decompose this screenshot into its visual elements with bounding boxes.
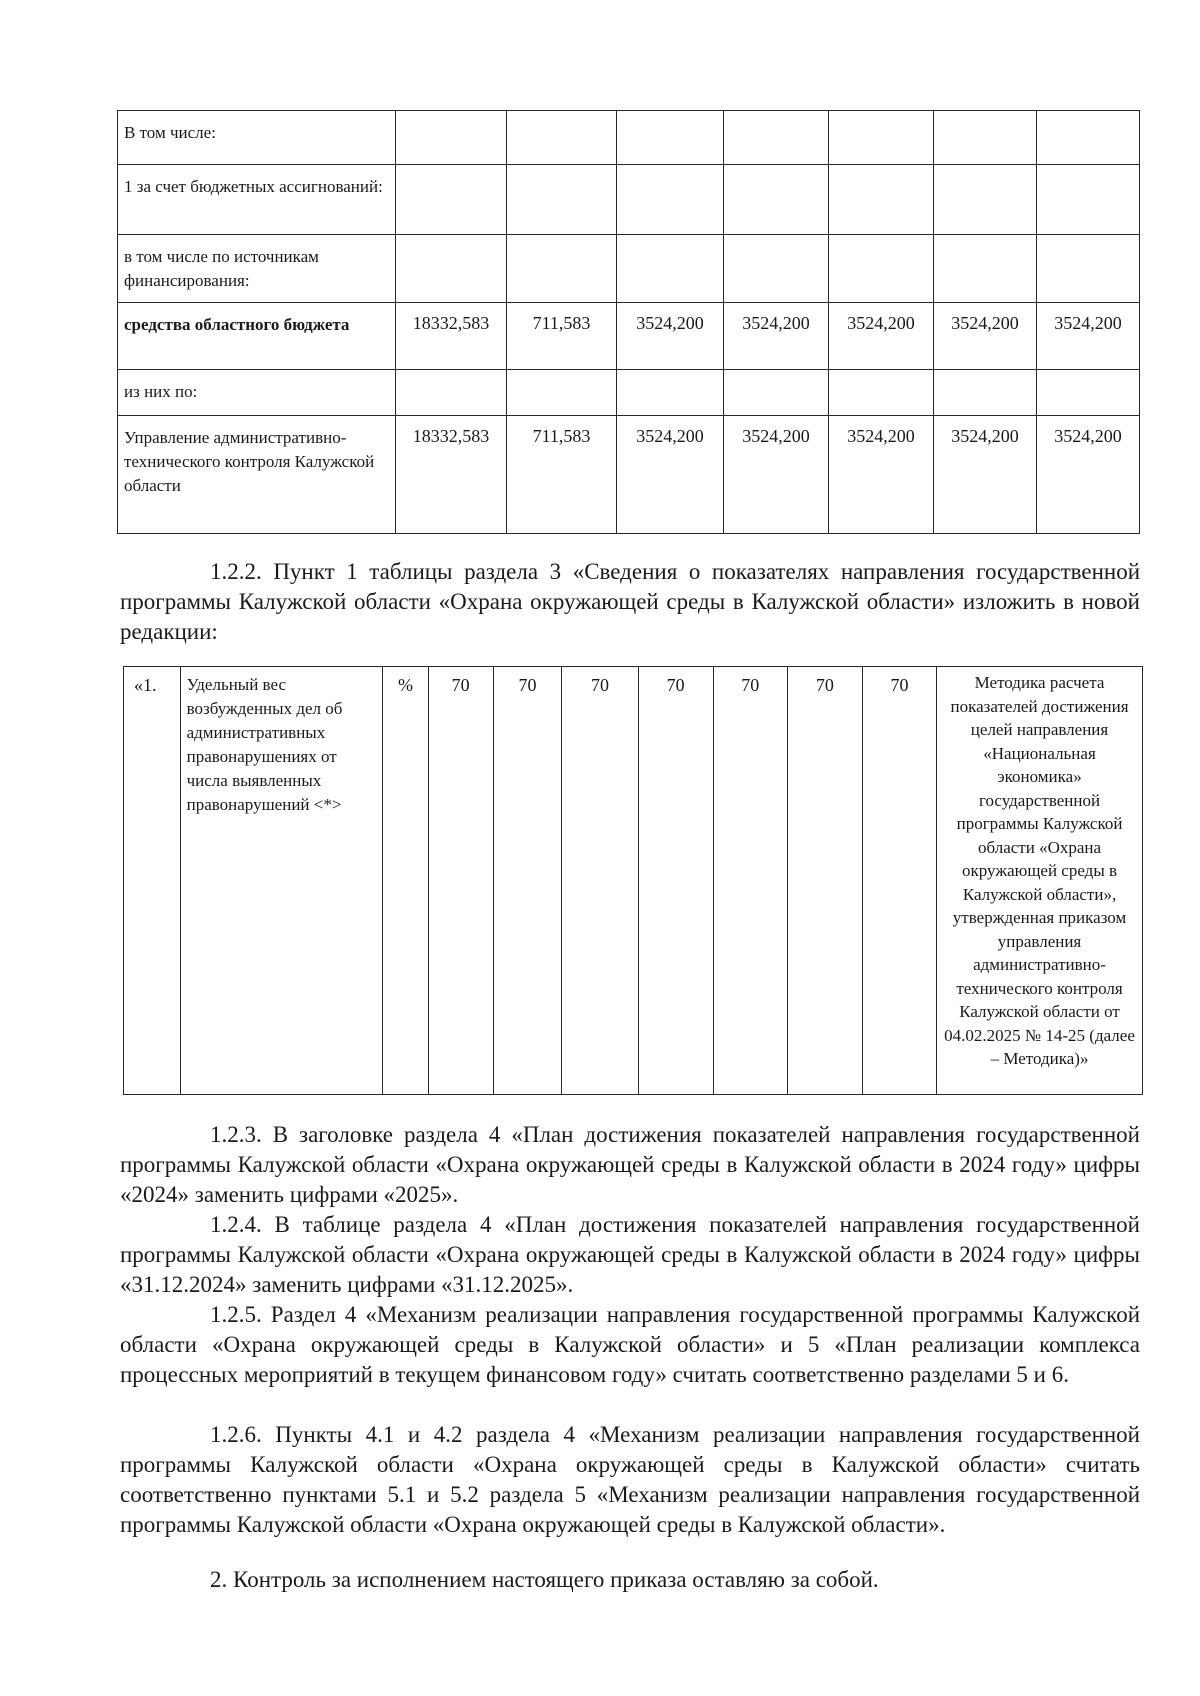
table-row [118,370,1140,416]
value-cell: 3524,200 [829,303,934,370]
row-label: 1 за счет бюджетных ассигнований: [118,165,396,235]
table-row [118,303,1140,370]
row-label: Управление административно-технического контроля Калужской области [118,416,396,534]
value-cell [1037,111,1140,165]
value-cell: 70 [428,667,493,1095]
value-cell: 3524,200 [1037,416,1140,534]
item-number: «1. [124,667,181,1095]
value-cell [724,111,829,165]
value-cell [829,111,934,165]
value-cell [934,235,1037,303]
value-cell: 3524,200 [829,416,934,534]
value-cell [1037,165,1140,235]
value-cell: 70 [713,667,787,1095]
value-cell [617,111,724,165]
value-cell [507,111,617,165]
row-label: В том числе: [118,111,396,165]
paragraph-2: 2. Контроль за исполнением настоящего приказа оставляю за собой. [210,1567,879,1592]
value-cell: 3524,200 [934,303,1037,370]
value-cell [396,235,507,303]
value-cell: 70 [493,667,562,1095]
value-cell [617,165,724,235]
value-cell [617,235,724,303]
paragraph-1-2-4: 1.2.4. В таблице раздела 4 «План достижения показателей направления государственной программы Калужской области «Охрана окружающей среды в Калужской области в 2024 году» цифры «31.12.2024» заменить цифрами «31.12.2025». [120,1212,1140,1297]
value-cell [507,370,617,416]
value-cell: 3524,200 [617,416,724,534]
paragraph-1-2-3: 1.2.3. В заголовке раздела 4 «План достижения показателей направления государственной программы Калужской области «Охрана окружающей среды в Калужской области в 2024 году» цифры «2024» заменить цифрами «2025». [120,1122,1140,1207]
value-cell [829,165,934,235]
indicator-table [123,666,1143,1095]
value-cell: 3524,200 [1037,303,1140,370]
value-cell [934,370,1037,416]
value-cell [1037,370,1140,416]
value-cell: 711,583 [507,416,617,534]
value-cell [829,370,934,416]
paragraph-1-2-6: 1.2.6. Пункты 4.1 и 4.2 раздела 4 «Механизм реализации направления государственной программы Калужской области «Охрана окружающей среды в Калужской области» считать соответственно пунктами 5.1 и 5.2 раздела 5 «Механизм реализации направления государственной программы Калужской области «Охрана окружающей среды в Калужской области». [120,1422,1140,1537]
value-cell [396,370,507,416]
value-cell [934,165,1037,235]
row-label: в том числе по источникам финансирования: [118,235,396,303]
table-row [124,667,1143,1095]
value-cell: 3524,200 [724,416,829,534]
value-cell: 70 [787,667,862,1095]
value-cell [617,370,724,416]
value-cell [724,235,829,303]
methodology-cell: Методика расчета показателей достижения целей направления «Национальная экономика» государственной программы Калужской области «Охрана окружающей среды в Калужской области», утвержденная приказом управления административно-технического контроля Калужской области от 04.02.2025 № 14-25 (далее – Методика)» [937,667,1143,1095]
table-row [118,165,1140,235]
value-cell [724,165,829,235]
value-cell [507,165,617,235]
value-cell: 70 [638,667,713,1095]
value-cell [934,111,1037,165]
value-cell [396,111,507,165]
value-cell: 70 [562,667,638,1095]
value-cell [507,235,617,303]
value-cell: 18332,583 [396,303,507,370]
row-label: из них по: [118,370,396,416]
unit-cell: % [383,667,428,1095]
value-cell [1037,235,1140,303]
paragraph-1-2-2: 1.2.2. Пункт 1 таблицы раздела 3 «Сведения о показателях направления государственной программы Калужской области «Охрана окружающей среды в Калужской области» изложить в новой редакции: [120,559,1140,644]
value-cell [396,165,507,235]
table-row [118,111,1140,165]
row-label: средства областного бюджета [118,303,396,370]
table-row [118,416,1140,534]
value-cell: 3524,200 [724,303,829,370]
value-cell [829,235,934,303]
funding-table [117,110,1140,534]
indicator-name: Удельный вес возбужденных дел об административных правонарушениях от числа выявленных правонарушений <*> [180,667,383,1095]
value-cell: 711,583 [507,303,617,370]
value-cell: 18332,583 [396,416,507,534]
value-cell: 70 [862,667,936,1095]
table-row [118,235,1140,303]
paragraph-1-2-5: 1.2.5. Раздел 4 «Механизм реализации направления государственной программы Калужской области «Охрана окружающей среды в Калужской области» и 5 «План реализации комплекса процессных мероприятий в текущем финансовом году» считать соответственно разделами 5 и 6. [120,1302,1140,1387]
value-cell: 3524,200 [934,416,1037,534]
value-cell: 3524,200 [617,303,724,370]
value-cell [724,370,829,416]
